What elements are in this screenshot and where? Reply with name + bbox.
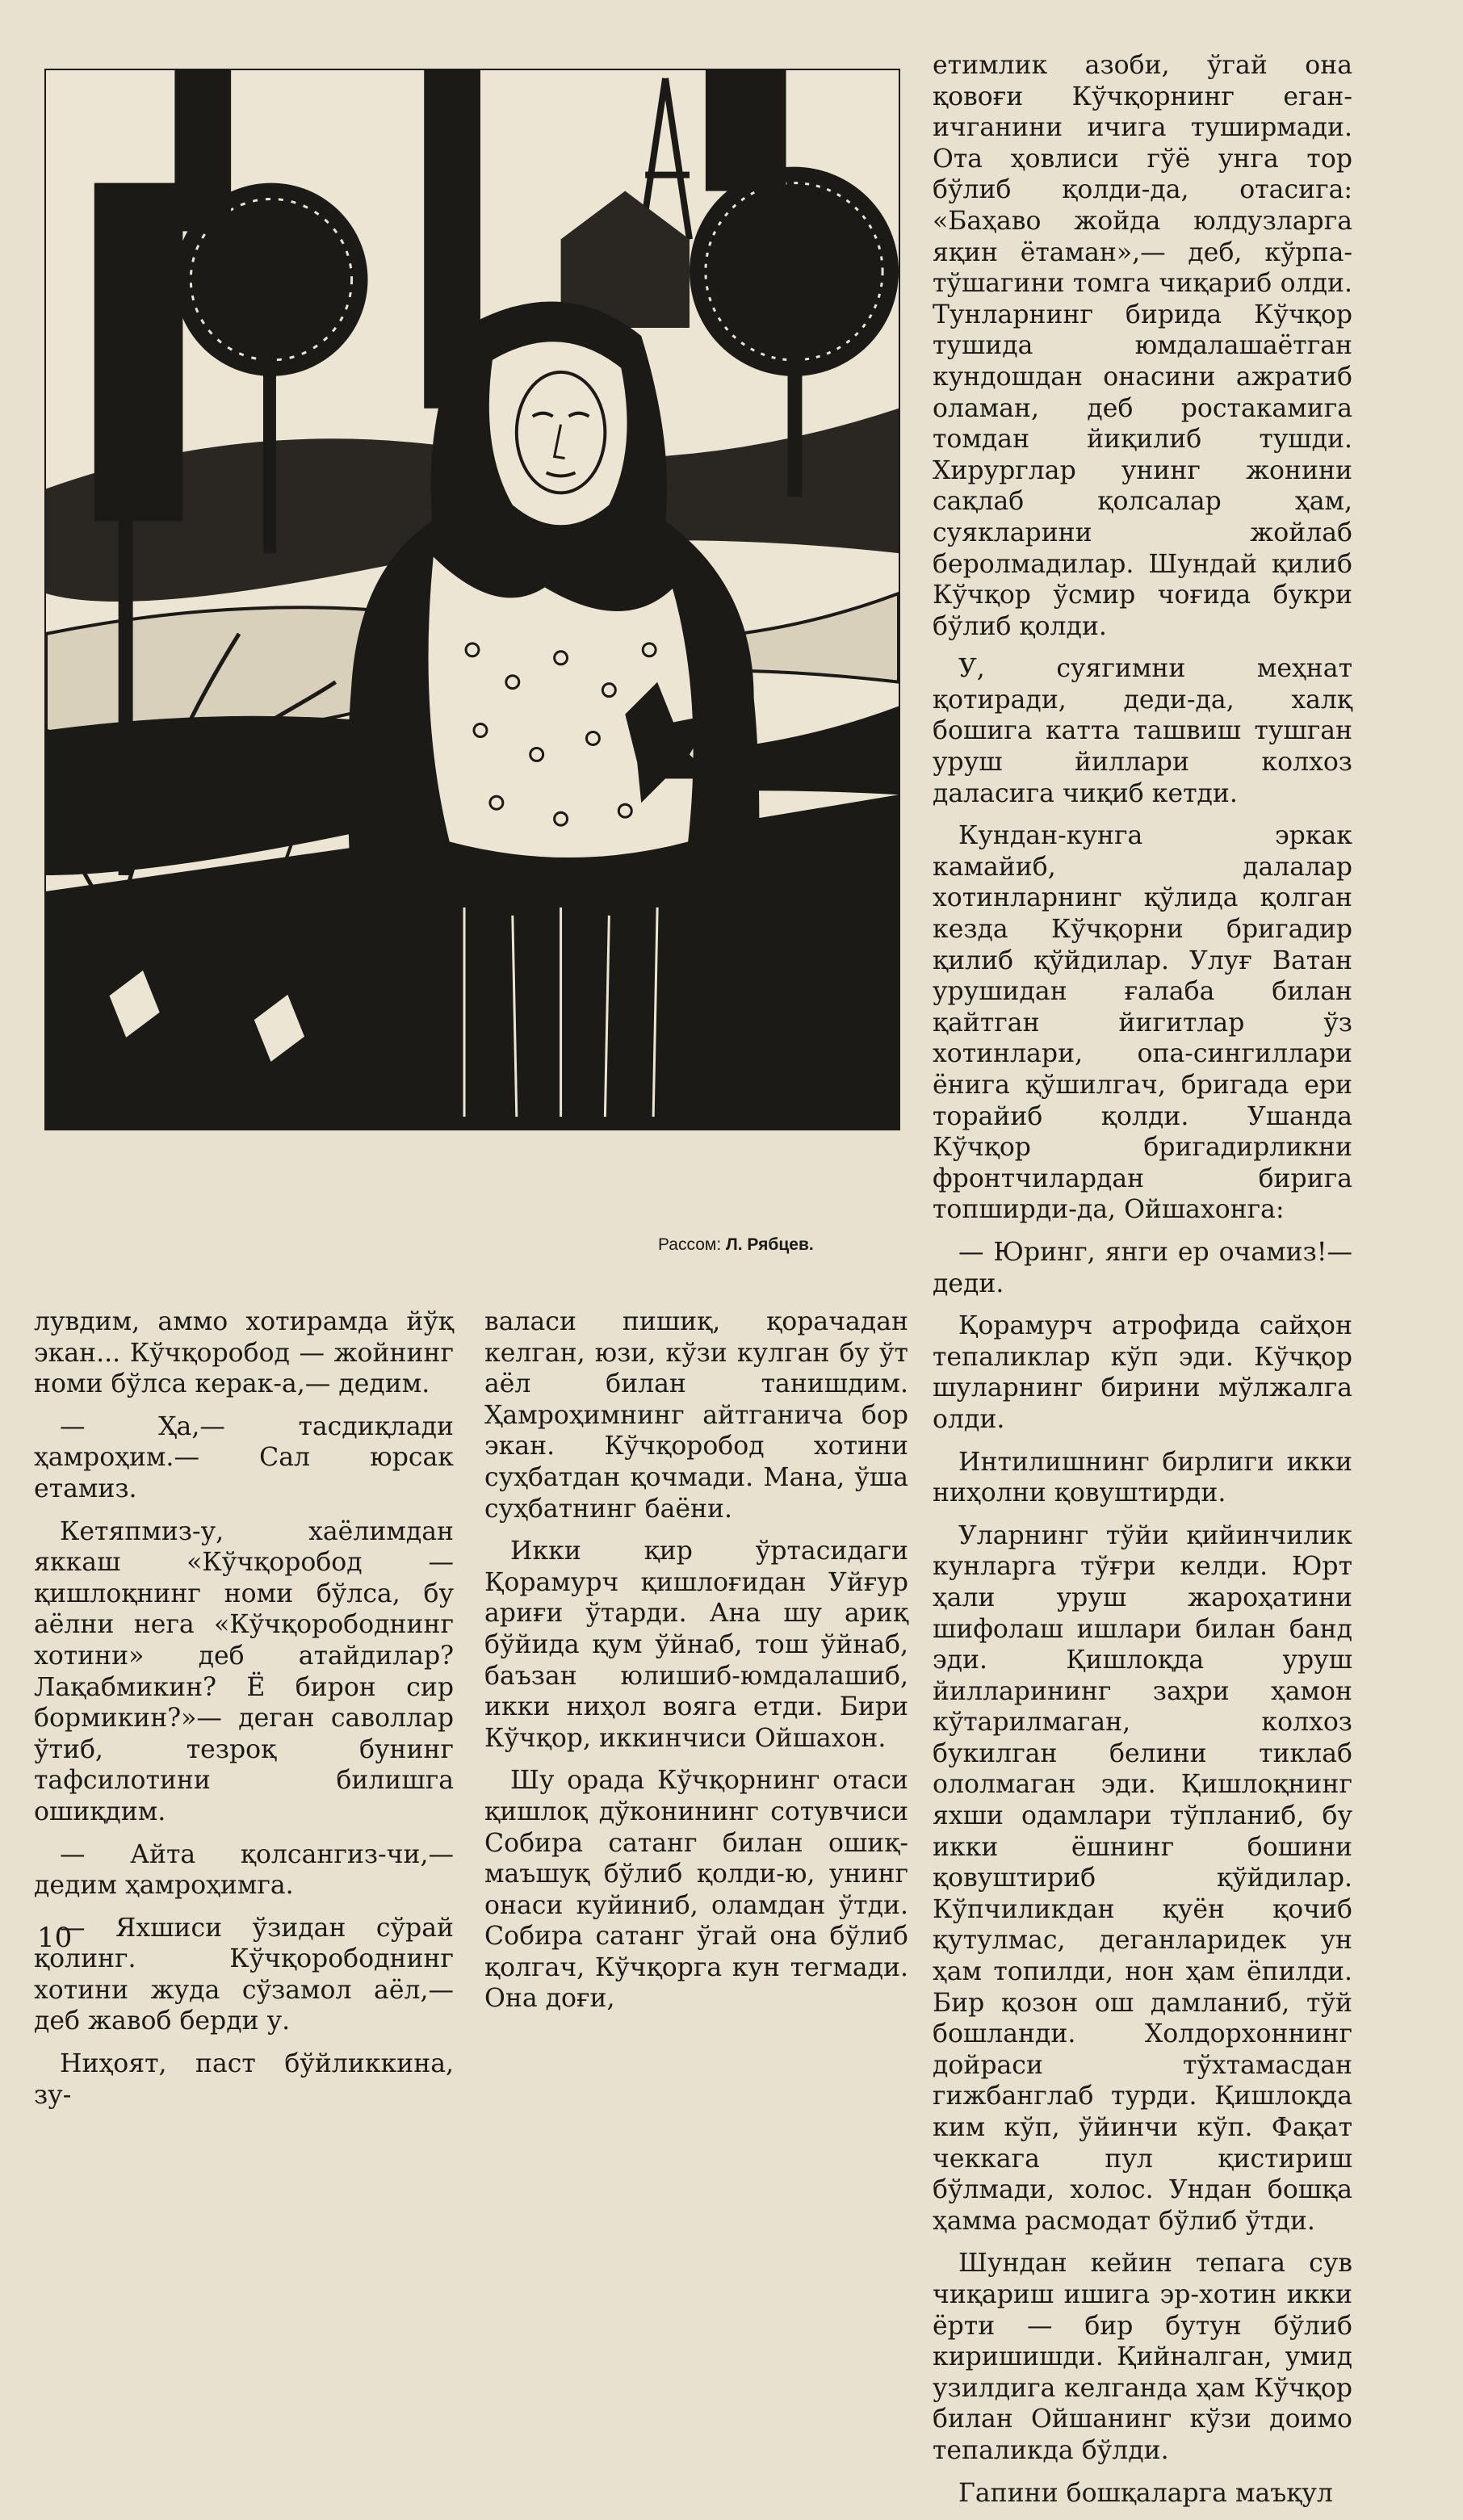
- text-column-left: [34, 1306, 454, 2122]
- paragraph: — Юринг, янги ер очамиз!— деди.: [933, 1237, 1352, 1298]
- paragraph: Уларнинг тўйи қийинчилик кунларга тўғри келди. Юрт ҳали уруш жароҳатини шифолаш ишлари билан банд эди. Қишлоқда уруш йилларининг заҳри ҳамон кўтарилмаган, колхоз букилган белини тиклаб ололмаган эди. Қишлоқнинг яхши одамлари тўпланиб, бу икки ёшнинг бошини қовуштириб қўйдилар. Кўпчиликдан қуён қочиб қутулмас, деганларидек ун ҳам топилди, нон ҳам ёпилди. Бир қозон ош дамланиб, тўй бошланди. Холдорхоннинг дойраси тўхтамасдан гижбанглаб турди. Қишлоқда ким кўп, ўйинчи кўп. Фақат чеккага пул қистириш бўлмади, холос. Ундан бошқа ҳамма расмодат бўлиб ўтди.: [933, 1520, 1352, 2236]
- paragraph: — Яхшиси ўзидан сўрай қолинг. Кўчқорободнинг хотини жуда сўзамол аёл,— деб жавоб берди у.: [34, 1913, 454, 2036]
- paragraph: У, суягимни меҳнат қотиради, деди-да, халқ бошига катта ташвиш тушган уруш йиллари колхоз даласига чиқиб кетди.: [933, 654, 1352, 808]
- paragraph: етимлик азоби, ўгай она қовоғи Кўчқорнинг еган-ичганини ичига туширмади. Ота ҳовлиси гўё унга тор бўлиб қолди-да, отасига: «Баҳаво жойда юлдузларга яқин ётаман»,— деб, кўрпа-тўшагини томга чиқариб олди. Тунларнинг бирида Кўчқор тушида юмдалашаётган кундошдан онасини ажратиб оламан, деб ростакамига томдан йиқилиб тушди. Хирурглар унинг жонини сақлаб қолсалар ҳам, суякларини жойлаб беролмадилар. Шундай қилиб Кўчқор ўсмир чоғида букри бўлиб қолди.: [933, 51, 1352, 641]
- paragraph: Шундан кейин тепага сув чиқариш ишига эр-хотин икки ёрти — бир бутун бўлиб киришишди. Қийналган, умид узилдига келганда ҳам Кўчқор билан Ойшанинг кўзи доимо тепаликда бўлди.: [933, 2249, 1352, 2465]
- paragraph: Интилишнинг бирлиги икки ниҳолни қовуштирди.: [933, 1447, 1352, 1508]
- paragraph: — Ҳа,— тасдиқлади ҳамроҳим.— Сал юрсак етамиз.: [34, 1411, 454, 1503]
- paragraph: валаси пишиқ, қорачадан келган, юзи, кўзи кулган бу ўт аёл билан танишдим. Ҳамроҳимнинг айтганича бор экан. Кўчқоробод хотини суҳбатдан қочмади. Мана, ўша суҳбатнинг баёни.: [484, 1307, 908, 1524]
- woodcut-woman-in-headscarf-icon: [46, 70, 899, 1129]
- paragraph: лувдим, аммо хотирамда йўқ экан... Кўчқоробод — жойнинг номи бўлса керак-а,— дедим.: [34, 1307, 454, 1399]
- paragraph: Икки қир ўртасидаги Қорамурч қишлоғидан Уйғур ариғи ўтарди. Ана шу ариқ бўйида қум ўйнаб, тош ўйнаб, баъзан юлишиб-юмдалашиб, икки ниҳол вояга етди. Бири Кўчқор, иккинчиси Ойшахон.: [484, 1537, 908, 1753]
- text-column-middle: [484, 1306, 908, 2026]
- paragraph: Ниҳоят, паст бўйликкина, зу-: [34, 2049, 454, 2110]
- paragraph: Кетяпмиз-у, хаёлимдан яккаш «Кўчқоробод — қишлоқнинг номи бўлса, бу аёлни нега «Кўчқорободнинг хотини» деб атайдилар? Лақабмикин? Ё бирон сир бормикин?»— деган саволлар ўтиб, тезроқ бунинг тафсилотини билишга ошиқдим.: [34, 1516, 454, 1826]
- paragraph: Шу орада Кўчқорнинг отаси қишлоқ дўконининг сотувчиси Собира сатанг билан ошиқ-маъшуқ бўлиб қолди-ю, унинг онаси куйиниб, оламдан ўтди. Собира сатанг ўгай она бўлиб қолгач, Кўчқорга кун тегмади. Она доғи,: [484, 1766, 908, 2014]
- woodcut-illustration: [44, 69, 900, 1130]
- text-column-right: [933, 50, 1352, 2520]
- caption-artist: Л. Рябцев.: [726, 1235, 814, 1254]
- paragraph: Қорамурч атрофида сайҳон тепаликлар кўп эди. Кўчқор шуларнинг бирини мўлжалга олди.: [933, 1311, 1352, 1434]
- paragraph: Кундан-кунга эркак камайиб, далалар хотинларнинг қўлида қолган кезда Кўчқорни бригадир қилиб қўйдилар. Улуғ Ватан урушидан ғалаба билан қайтган йигитлар ўз хотинлари, опа-сингиллари ёнига қўшилгач, бригада ери торайиб қолди. Ушанда Кўчқор бригадирликни фронтчилардан бирига топширди-да, Ойшахонга:: [933, 821, 1352, 1225]
- paragraph: — Айта қолсангиз-чи,— дедим ҳамроҳимга.: [34, 1839, 454, 1901]
- paragraph: Гапини бошқаларга маъқул: [958, 2478, 1333, 2508]
- illustration-caption: [658, 1235, 884, 1255]
- page-number: 10: [37, 1922, 73, 1954]
- caption-prefix: Рассом:: [658, 1235, 722, 1254]
